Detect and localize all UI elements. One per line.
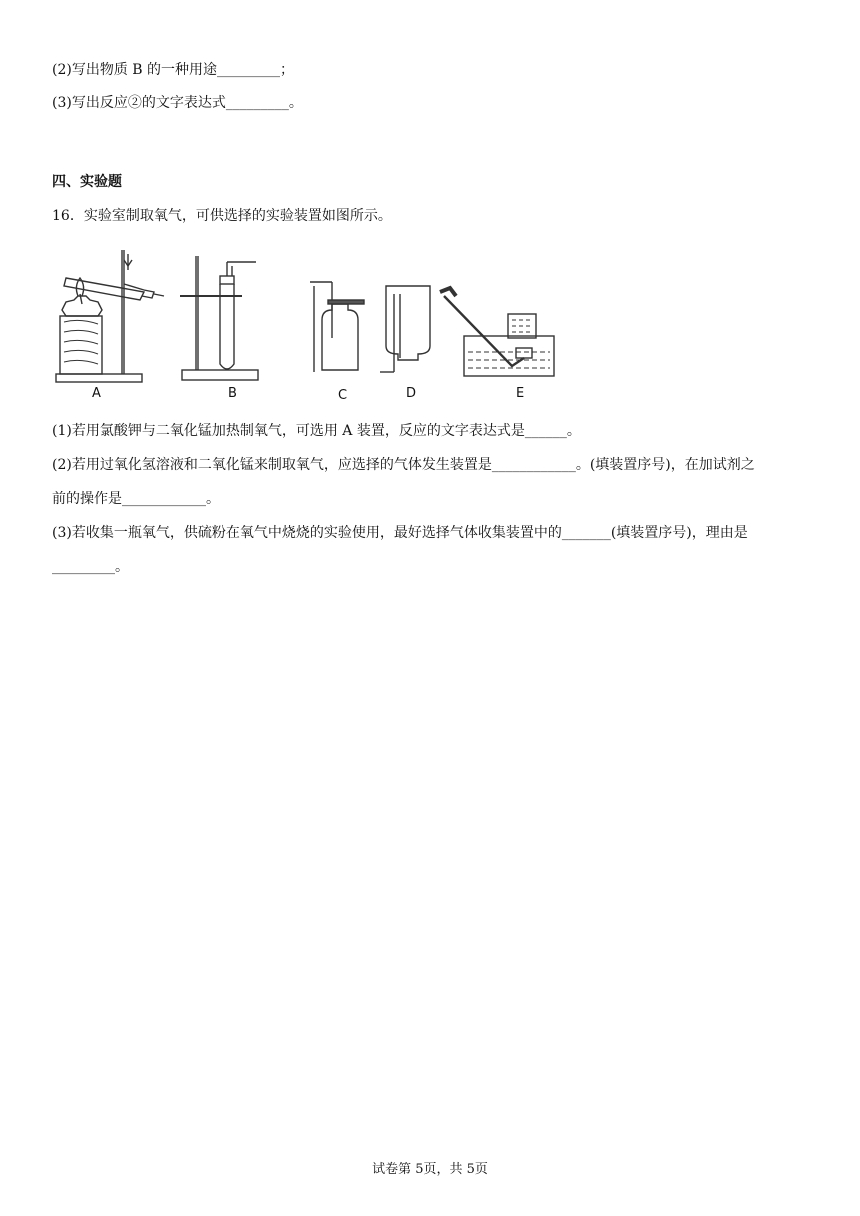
question-16-sub-2-line-2: 前的操作是____________。 [52,491,220,507]
prev-question-2: (2)写出物质 B 的一种用途_________； [52,62,295,78]
question-16-sub-2-line-1: (2)若用过氧化氢溶液和二氧化锰来制取氧气，应选择的气体发生装置是____________。(填装置序号)，在加试剂之 [52,457,755,473]
figure-label-d: D [406,386,417,401]
apparatus-e [440,288,554,376]
apparatus-figure [52,240,572,405]
figure-label-a: A [92,386,101,401]
prev-question-3: (3)写出反应②的文字表达式_________。 [52,95,303,111]
section-title: 四、实验题 [52,174,122,190]
page-footer: 试卷第 5页，共 5页 [372,1162,488,1177]
question-16-sub-3-line-1: (3)若收集一瓶氧气，供硫粉在氧气中烧烧的实验使用，最好选择气体收集装置中的_______(填装置序号)，理由是 [52,525,748,541]
question-16-sub-3-line-2: _________。 [52,559,129,575]
figure-label-b: B [228,386,237,401]
apparatus-drawing [52,240,572,405]
apparatus-b [180,256,258,380]
question-16-sub-1: (1)若用氯酸钾与二氧化锰加热制氧气，可选用 A 装置，反应的文字表达式是______。 [52,423,581,439]
figure-label-e: E [516,386,525,401]
question-16-stem: 16．实验室制取氧气，可供选择的实验装置如图所示。 [52,208,392,224]
apparatus-a [56,250,164,382]
apparatus-c [310,282,364,372]
apparatus-d [380,286,430,372]
figure-label-c: C [338,388,348,403]
